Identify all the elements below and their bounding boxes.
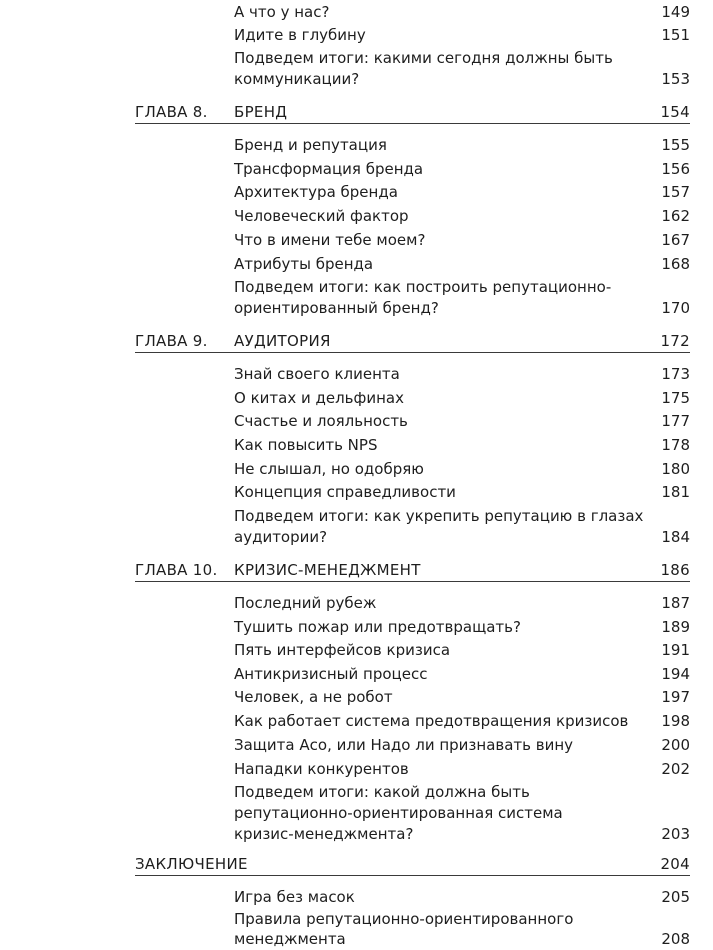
toc-entry-title: Пять интерфейсов кризиса [234, 641, 451, 659]
toc-entry[interactable] [234, 887, 690, 908]
toc-entry-title: Человек, а не робот [234, 688, 393, 706]
toc-entry-page: 205 [661, 888, 690, 906]
conclusion-heading[interactable] [135, 853, 690, 876]
toc-entry-page: 184 [661, 528, 690, 546]
toc-entry-page: 175 [661, 389, 690, 407]
chapter-page: 186 [660, 561, 690, 579]
toc-entry[interactable] [234, 506, 690, 548]
toc-entry-title: Концепция справедливости [234, 483, 456, 501]
toc-entry[interactable] [234, 593, 690, 614]
toc-entry-title: Защита Асо, или Надо ли признавать вину [234, 736, 574, 754]
chapter-label: ГЛАВА 10. [135, 561, 218, 579]
toc-entry[interactable] [234, 411, 690, 432]
toc-entry-page: 149 [661, 3, 690, 21]
toc-entry[interactable] [234, 230, 690, 251]
toc-entry[interactable] [234, 277, 690, 319]
toc-entry-page: 170 [661, 299, 690, 317]
toc-entry[interactable] [234, 2, 690, 23]
toc-entry-title: Бренд и репутация [234, 136, 387, 154]
toc-entry[interactable] [234, 364, 690, 385]
toc-entry-page: 173 [661, 365, 690, 383]
toc-entry[interactable] [234, 711, 690, 732]
toc-entry[interactable] [234, 388, 690, 409]
chapter-heading-8[interactable] [135, 101, 690, 124]
toc-entry-page: 202 [661, 760, 690, 778]
toc-entry-page: 168 [661, 255, 690, 273]
toc-entry-title: Последний рубеж [234, 594, 377, 612]
toc-entry-title: Счастье и лояльность [234, 412, 408, 430]
toc-entry[interactable] [234, 182, 690, 203]
toc-entry[interactable] [234, 909, 690, 949]
toc-entry-page: 191 [661, 641, 690, 659]
toc-entry[interactable] [234, 759, 690, 780]
toc-entry-title: Подведем итоги: как построить репутационно-ориентированный бренд? [234, 278, 612, 317]
chapter-label: ГЛАВА 8. [135, 103, 208, 121]
toc-entry-title: Архитектура бренда [234, 183, 398, 201]
toc-entry-page: 162 [661, 207, 690, 225]
chapter-page: 154 [660, 103, 690, 121]
toc-entry-title: Знай своего клиента [234, 365, 400, 383]
toc-entry-page: 157 [661, 183, 690, 201]
toc-entry[interactable] [234, 25, 690, 46]
chapter-label: ГЛАВА 9. [135, 332, 208, 350]
toc-entry-title: Идите в глубину [234, 26, 366, 44]
chapter-title: КРИЗИС-МЕНЕДЖМЕНТ [234, 561, 421, 579]
chapter-title: БРЕНД [234, 103, 288, 121]
toc-entry-title: Подведем итоги: какой должна быть репутационно-ориентированная система кризис-менеджмента? [234, 783, 563, 843]
toc-entry-title: А что у нас? [234, 3, 330, 21]
toc-entry-page: 198 [661, 712, 690, 730]
chapter-page: 172 [660, 332, 690, 350]
toc-entry[interactable] [234, 735, 690, 756]
toc-entry[interactable] [234, 640, 690, 661]
toc-entry[interactable] [234, 617, 690, 638]
chapter-title: АУДИТОРИЯ [234, 332, 331, 350]
toc-entry-title: Не слышал, но одобряю [234, 460, 424, 478]
chapter-page: 204 [660, 855, 690, 873]
toc-entry[interactable] [234, 687, 690, 708]
toc-entry-title: Антикризисный процесс [234, 665, 428, 683]
toc-entry-title: Атрибуты бренда [234, 255, 374, 273]
toc-entry-title: Человеческий фактор [234, 207, 409, 225]
toc-entry-page: 187 [661, 594, 690, 612]
chapter-heading-10[interactable] [135, 559, 690, 582]
toc-entry-page: 153 [661, 70, 690, 88]
toc-entry-page: 156 [661, 160, 690, 178]
toc-entry[interactable] [234, 135, 690, 156]
toc-entry-page: 155 [661, 136, 690, 154]
toc-entry[interactable] [234, 664, 690, 685]
toc-entry-page: 151 [661, 26, 690, 44]
toc-entry-page: 181 [661, 483, 690, 501]
toc-entry[interactable] [234, 206, 690, 227]
toc-entry[interactable] [234, 482, 690, 503]
chapter-title: ЗАКЛЮЧЕНИЕ [135, 855, 248, 873]
toc-entry-page: 180 [661, 460, 690, 478]
toc-entry[interactable] [234, 459, 690, 480]
toc-entry-title: О китах и дельфинах [234, 389, 404, 407]
toc-entry-title: Трансформация бренда [234, 160, 424, 178]
toc-entry-page: 203 [661, 825, 690, 843]
toc-entry-title: Нападки конкурентов [234, 760, 409, 778]
toc-entry-page: 194 [661, 665, 690, 683]
toc-entry-page: 208 [661, 930, 690, 948]
toc-entry[interactable] [234, 254, 690, 275]
toc-entry-page: 177 [661, 412, 690, 430]
toc-entry[interactable] [234, 159, 690, 180]
toc-entry-title: Что в имени тебе моем? [234, 231, 426, 249]
toc-entry-title: Подведем итоги: как укрепить репутацию в глазах аудитории? [234, 507, 644, 546]
toc-entry-title: Игра без масок [234, 888, 355, 906]
toc-entry[interactable] [234, 48, 690, 90]
toc-entry-title: Тушить пожар или предотвращать? [234, 618, 521, 636]
toc-entry-page: 167 [661, 231, 690, 249]
toc-entry-title: Как работает система предотвращения кризисов [234, 712, 629, 730]
toc-entry-title: Подведем итоги: какими сегодня должны быть коммуникации? [234, 49, 613, 88]
toc-entry-page: 178 [661, 436, 690, 454]
chapter-heading-9[interactable] [135, 330, 690, 353]
toc-entry-title: Как повысить NPS [234, 436, 378, 454]
toc-entry[interactable] [234, 435, 690, 456]
toc-entry-page: 189 [661, 618, 690, 636]
toc-entry-page: 200 [661, 736, 690, 754]
toc-entry[interactable] [234, 782, 690, 845]
toc-entry-page: 197 [661, 688, 690, 706]
toc-entry-title: Правила репутационно-ориентированного менеджмента [234, 910, 574, 948]
